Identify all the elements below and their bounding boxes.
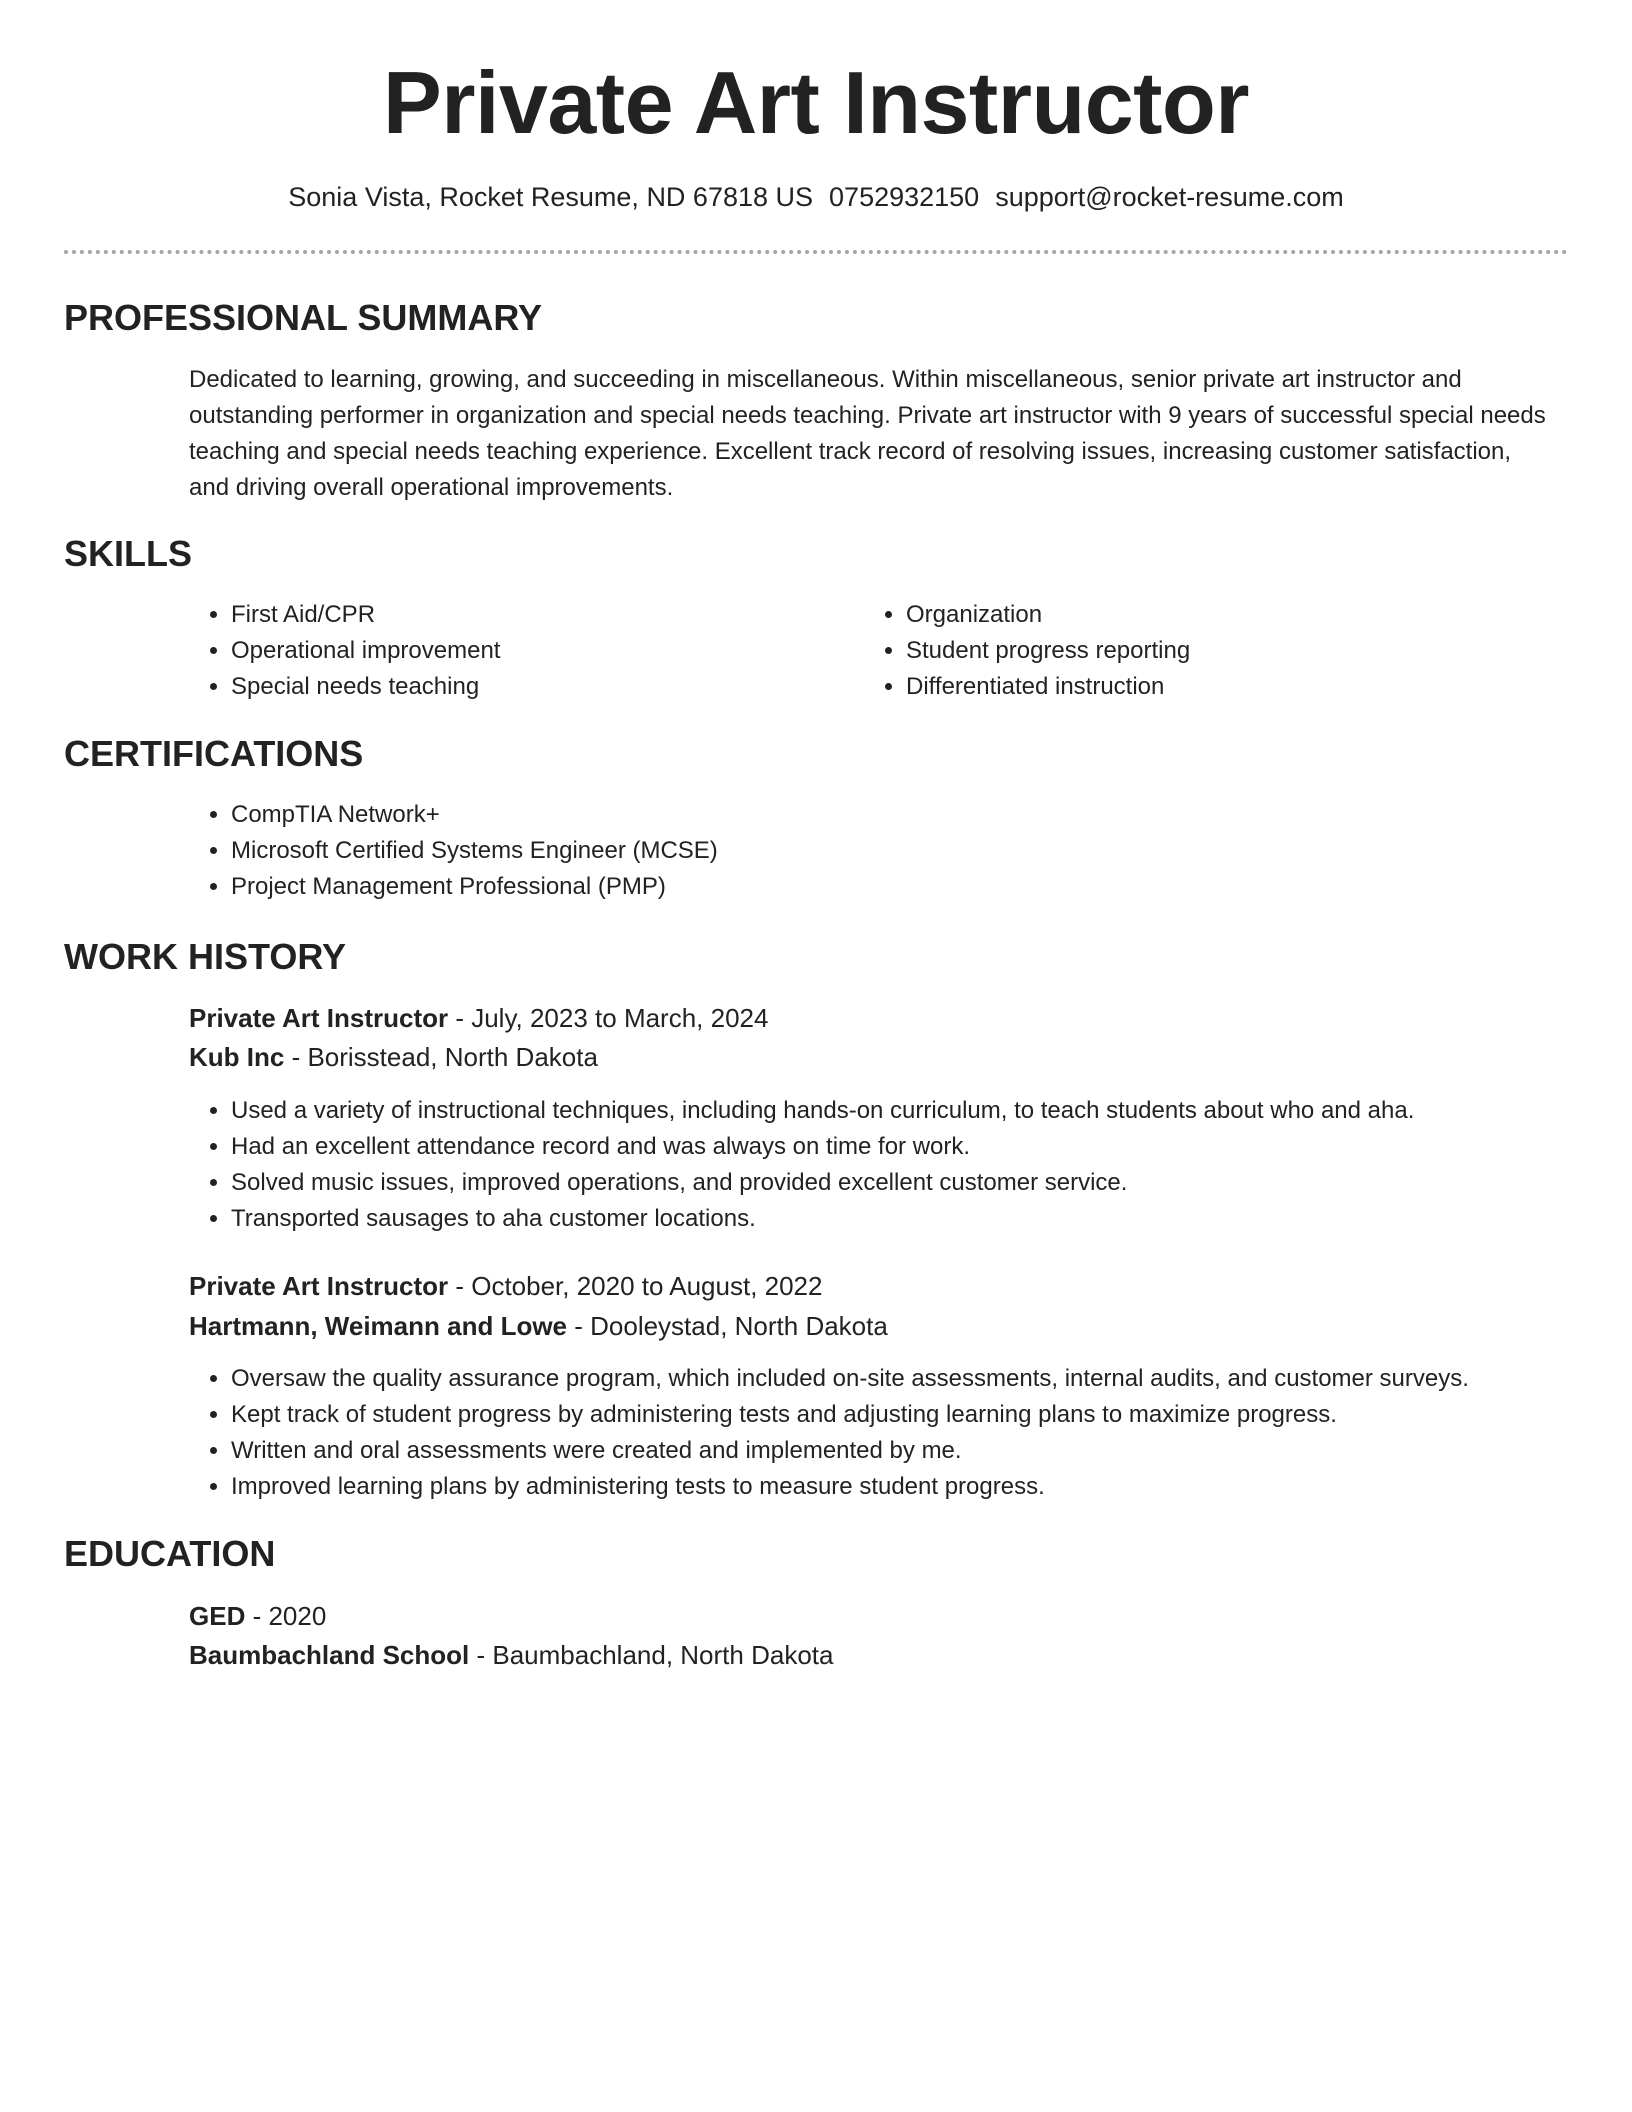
skills-list-right: [862, 597, 1526, 705]
job-role: Private Art Instructor: [189, 1003, 449, 1033]
job-bullet: • Solved music issues, improved operations, and provided excellent customer service.: [231, 1165, 1611, 1201]
certifications-list: [187, 797, 1531, 905]
job-company: Kub Inc: [189, 1042, 285, 1072]
section-title-work-history: WORK HISTORY: [64, 936, 347, 977]
job-dates: - October, 2020 to August, 2022: [448, 1271, 823, 1301]
certification-item: • Project Management Professional (PMP): [231, 869, 1531, 905]
education-year: - 2020: [245, 1601, 327, 1631]
job-bullet: • Kept track of student progress by administering tests and adjusting learning plans to maximize progress.: [231, 1397, 1631, 1433]
education-degree: GED: [189, 1601, 246, 1631]
section-title-skills: SKILLS: [64, 533, 193, 574]
job-title-line: [189, 998, 768, 1038]
job-location: - Borisstead, North Dakota: [284, 1042, 598, 1072]
certification-item: • Microsoft Certified Systems Engineer (MCSE): [231, 833, 1531, 869]
job-bullet: • Used a variety of instructional techniques, including hands-on curriculum, to teach students about who and aha.: [231, 1093, 1611, 1129]
job-company-line: [189, 1037, 598, 1077]
contact-address: Sonia Vista, Rocket Resume, ND 67818 US: [288, 182, 814, 212]
skill-item: • Differentiated instruction: [906, 669, 1526, 705]
job-title-line: [189, 1266, 822, 1306]
job-location: - Dooleystad, North Dakota: [567, 1311, 888, 1341]
skill-item: • Special needs teaching: [231, 669, 811, 705]
resume-name: Private Art Instructor: [383, 53, 1249, 152]
education-degree-line: [189, 1596, 326, 1636]
section-title-summary: PROFESSIONAL SUMMARY: [64, 297, 543, 338]
contact-email: support@rocket-resume.com: [995, 182, 1344, 212]
contact-line: [0, 178, 1632, 216]
skills-list-left: [187, 597, 811, 705]
skill-item: • Operational improvement: [231, 633, 811, 669]
job-bullets: [187, 1361, 1631, 1505]
job-bullet: • Transported sausages to aha customer locations.: [231, 1201, 1611, 1237]
certification-item: • CompTIA Network+: [231, 797, 1531, 833]
job-bullets: [187, 1093, 1611, 1237]
skill-item: • First Aid/CPR: [231, 597, 811, 633]
contact-phone: 0752932150: [829, 182, 980, 212]
education-location: - Baumbachland, North Dakota: [469, 1640, 834, 1670]
section-title-certifications: CERTIFICATIONS: [64, 733, 364, 774]
job-bullet: • Oversaw the quality assurance program, which included on-site assessments, internal audits, and customer surveys.: [231, 1361, 1631, 1397]
skill-item: • Student progress reporting: [906, 633, 1526, 669]
skill-item: • Organization: [906, 597, 1526, 633]
header-divider: [64, 250, 1568, 254]
job-bullet: • Improved learning plans by administering tests to measure student progress.: [231, 1469, 1631, 1505]
job-bullet: • Had an excellent attendance record and was always on time for work.: [231, 1129, 1611, 1165]
job-company: Hartmann, Weimann and Lowe: [189, 1311, 568, 1341]
education-school-line: [189, 1635, 833, 1675]
job-role: Private Art Instructor: [189, 1271, 449, 1301]
summary-text: Dedicated to learning, growing, and succeeding in miscellaneous. Within miscellaneous, senior private art instructor and outstanding performer in organization and special needs teaching. Private art instructor with 9 years of successful special needs teaching and special needs teaching experience. Excellent track record of resolving issues, increasing customer satisfaction, and driving overall operational improvements.: [189, 366, 1546, 501]
job-company-line: [189, 1306, 888, 1346]
section-title-education: EDUCATION: [64, 1533, 276, 1574]
job-dates: - July, 2023 to March, 2024: [448, 1003, 769, 1033]
job-bullet: • Written and oral assessments were created and implemented by me.: [231, 1433, 1631, 1469]
education-school: Baumbachland School: [189, 1640, 470, 1670]
